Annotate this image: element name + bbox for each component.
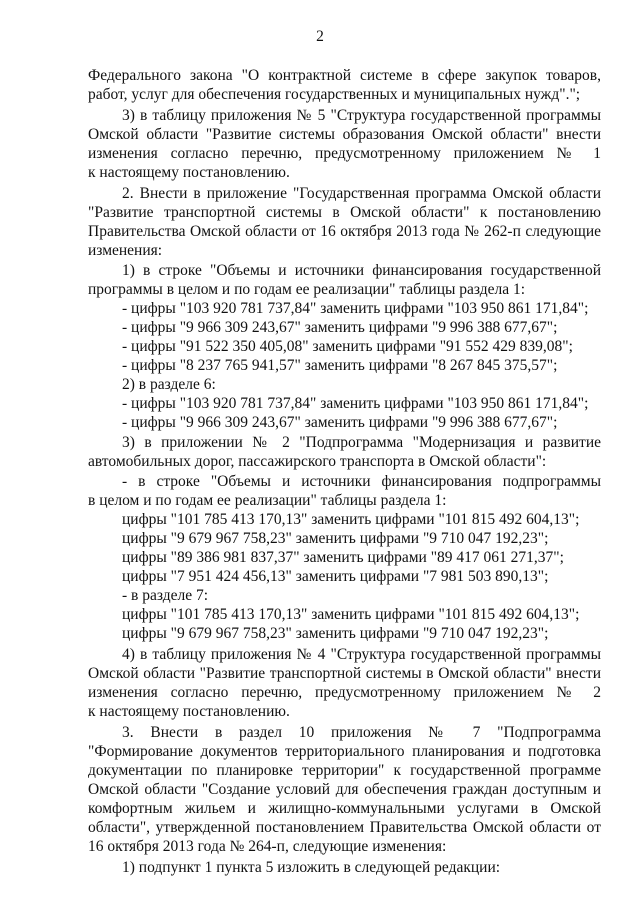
text-line: изменения согласно перечню, предусмотренному приложением № 1 [88, 145, 601, 162]
text-line: - цифры "91 522 350 405,08" заменить цифрами "91 552 429 839,08"; [122, 338, 573, 355]
text-line: к настоящему постановлению. [88, 164, 290, 181]
text-line: области", утвержденной постановлением Правительства Омской области от [88, 819, 601, 836]
text-line: 4) в таблицу приложения № 4 "Структура государственной программы [122, 646, 601, 663]
text-line: 3. Внести в раздел 10 приложения № 7 "Подпрограмма [122, 724, 601, 741]
text-line: 2) в разделе 6: [122, 376, 216, 393]
text-line: Правительства Омской области от 16 октября 2013 года № 262-п следующие [88, 223, 601, 240]
text-line: цифры "89 386 981 837,37" заменить цифрами "89 417 061 271,37"; [122, 549, 564, 566]
text-line: изменения согласно перечню, предусмотренному приложением № 2 [88, 684, 601, 701]
text-line: комфортным жильем и жилищно-коммунальными услугами в Омской [88, 800, 601, 817]
text-line: 2. Внести в приложение "Государственная программа Омской области [122, 185, 601, 202]
text-line: - в строке "Объемы и источники финансирования подпрограммы [122, 473, 601, 490]
text-line: Федерального закона "О контрактной системе в сфере закупок товаров, [88, 67, 601, 84]
text-line: "Формирование документов территориального планирования и подготовка [88, 743, 601, 760]
text-line: программы в целом и по годам ее реализации" таблицы раздела 1: [88, 281, 526, 298]
text-line: к настоящему постановлению. [88, 703, 290, 720]
text-line: - в разделе 7: [122, 587, 209, 604]
text-line: - цифры "103 920 781 737,84" заменить цифрами "103 950 861 171,84"; [122, 395, 589, 412]
text-line: 3) в таблицу приложения № 5 "Структура государственной программы [122, 107, 601, 124]
text-line: цифры "7 951 424 456,13" заменить цифрами "7 981 503 890,13"; [122, 568, 549, 585]
text-line: цифры "101 785 413 170,13" заменить цифрами "101 815 492 604,13"; [122, 511, 580, 528]
text-line: 1) подпункт 1 пункта 5 изложить в следующей редакции: [122, 859, 501, 876]
text-line: изменения: [88, 242, 163, 259]
text-line: 3) в приложении № 2 "Подпрограмма "Модернизация и развитие [122, 434, 601, 451]
text-line: цифры "9 679 967 758,23" заменить цифрами "9 710 047 192,23"; [122, 530, 549, 547]
text-line: 16 октября 2013 года № 264-п, следующие изменения: [88, 838, 447, 855]
text-line: автомобильных дорог, пассажирского транспорта в Омской области": [88, 453, 547, 470]
text-line: в целом и по годам ее реализации" таблицы раздела 1: [88, 492, 447, 509]
page-number: 2 [316, 28, 324, 45]
text-line: - цифры "8 237 765 941,57" заменить цифрами "8 267 845 375,57"; [122, 357, 558, 374]
text-line: работ, услуг для обеспечения государственных и муниципальных нужд"."; [88, 86, 581, 103]
text-line: "Развитие транспортной системы в Омской области" к постановлению [88, 204, 601, 221]
text-line: цифры "9 679 967 758,23" заменить цифрами "9 710 047 192,23"; [122, 625, 549, 642]
text-line: Омской области "Развитие транспортной системы в Омской области" внести [88, 665, 601, 682]
text-line: - цифры "9 966 309 243,67" заменить цифрами "9 996 388 677,67"; [122, 414, 558, 431]
text-line: документации по планировке территории" к государственной программе [88, 762, 601, 779]
text-line: - цифры "9 966 309 243,67" заменить цифрами "9 996 388 677,67"; [122, 319, 558, 336]
text-line: цифры "101 785 413 170,13" заменить цифрами "101 815 492 604,13"; [122, 606, 580, 623]
text-line: Омской области "Создание условий для обеспечения граждан доступным и [88, 781, 601, 798]
text-line: - цифры "103 920 781 737,84" заменить цифрами "103 950 861 171,84"; [122, 300, 589, 317]
text-line: 1) в строке "Объемы и источники финансирования государственной [122, 262, 601, 279]
text-line: Омской области "Развитие системы образования Омской области" внести [88, 126, 601, 143]
